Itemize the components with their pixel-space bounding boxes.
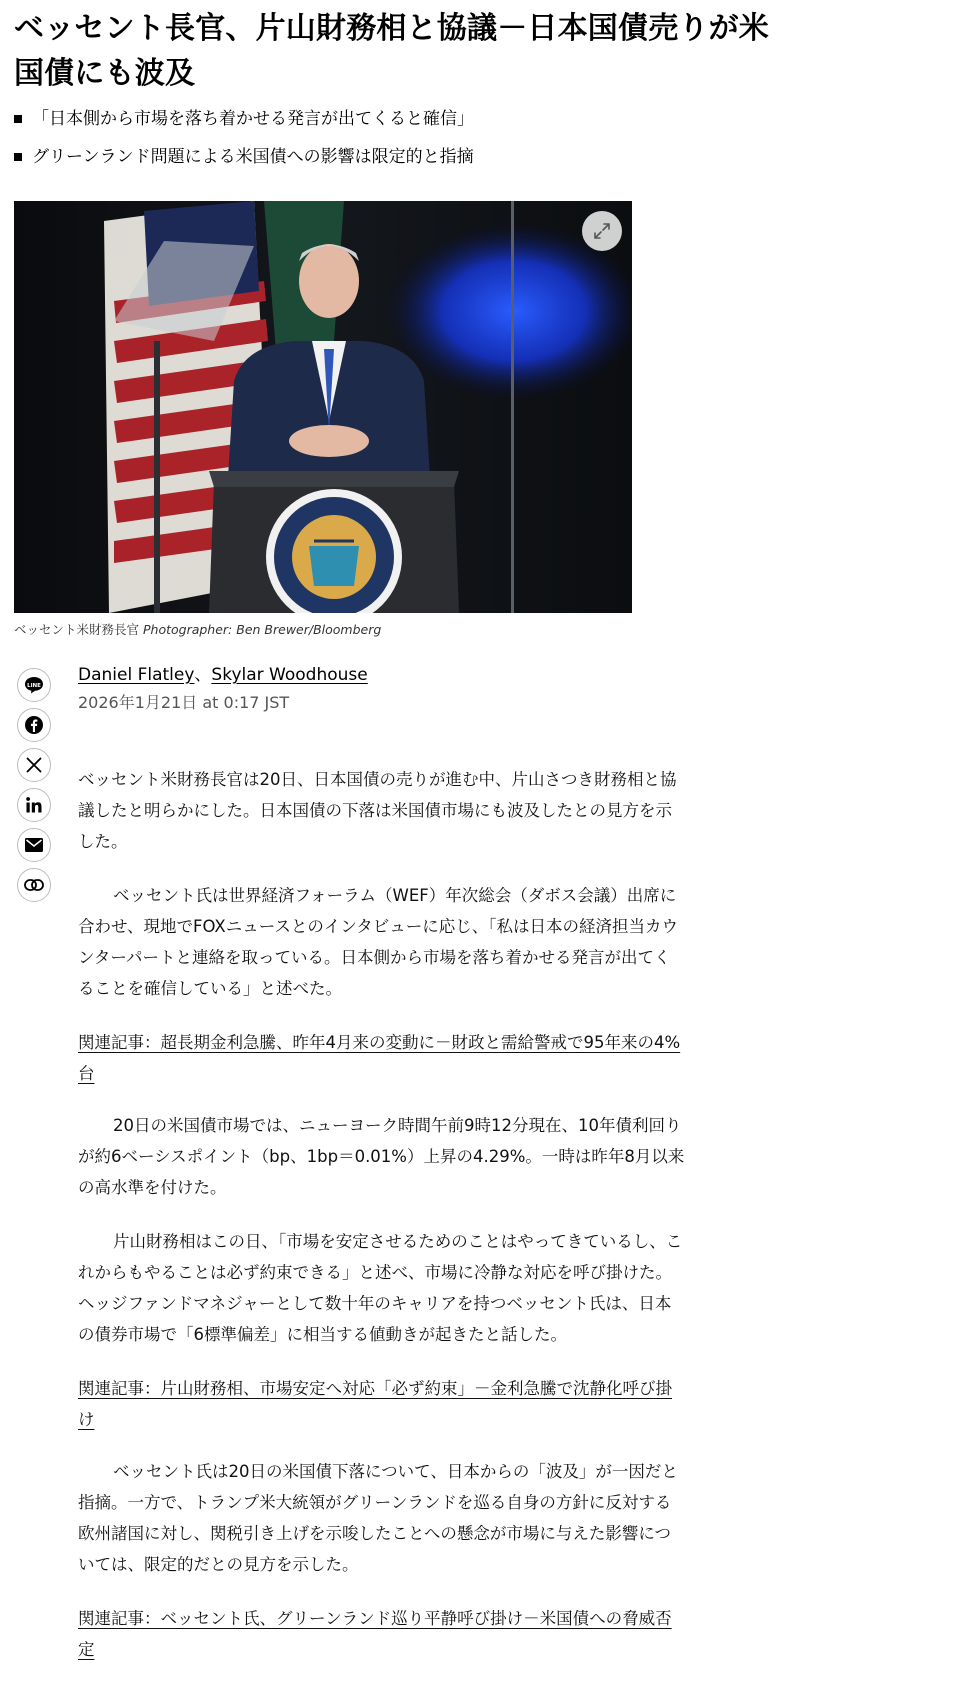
article-paragraph: ベッセント氏は20日の米国債下落について、日本からの「波及」が一因だと指摘。一方で、トランプ米大統領がグリーンランドを巡る自身の方針に反対する欧州諸国に対し、関税引き上げを示唆したことへの懸念が市場に与えた影響については、限定的だとの見方を示した。 — [78, 1462, 678, 1574]
facebook-icon — [24, 715, 44, 735]
related-article-link[interactable] — [78, 1033, 680, 1083]
share-facebook-button[interactable] — [17, 708, 51, 742]
author-link[interactable]: Daniel Flatley — [78, 665, 195, 685]
publish-date: 2026年1月21日 at 0:17 JST — [78, 693, 290, 712]
related-prefix: 関連記事： — [78, 1379, 161, 1398]
expand-icon — [593, 222, 611, 240]
hero-photo-illustration — [14, 201, 632, 613]
bullet-square-icon — [14, 115, 22, 123]
x-icon — [26, 757, 42, 773]
article-body — [78, 764, 686, 1686]
related-article-link[interactable] — [78, 1379, 672, 1429]
related-article — [78, 1373, 686, 1435]
link-icon — [24, 879, 44, 891]
article-paragraph: ベッセント米財務長官は20日、日本国債の売りが進む中、片山さつき財務相と協議したと明らかにした。日本国債の下落は米国債市場にも波及したとの見方を示した。 — [78, 770, 677, 851]
share-email-button[interactable] — [17, 828, 51, 862]
article-paragraph: ベッセント氏は世界経済フォーラム（WEF）年次総会（ダボス会議）出席に合わせ、現地でFOXニュースとのインタビューに応じ、「私は日本の経済担当カウンターパートと連絡を取っている。日本側から市場を落ち着かせる発言が出てくることを確信している」と述べた。 — [78, 886, 678, 998]
expand-photo-button[interactable] — [582, 211, 622, 251]
bullet-square-icon — [14, 153, 22, 161]
share-bar — [17, 668, 51, 908]
summary-bullets — [14, 107, 794, 183]
linkedin-icon — [25, 796, 43, 814]
share-x-button[interactable] — [17, 748, 51, 782]
article-headline: ベッセント長官、片山財務相と協議－日本国債売りが米国債にも波及 — [14, 11, 769, 91]
summary-bullet-text: 「日本側から市場を落ち着かせる発言が出てくると確信」 — [32, 109, 474, 129]
related-prefix: 関連記事： — [78, 1033, 161, 1052]
related-title: 片山財務相、市場安定へ対応「必ず約束」－金利急騰で沈静化呼び掛け — [78, 1379, 672, 1429]
related-article — [78, 1603, 686, 1665]
author-separator: 、 — [194, 665, 212, 685]
author-link[interactable]: Skylar Woodhouse — [211, 665, 368, 685]
summary-bullet — [14, 107, 794, 131]
caption-text: ベッセント米財務長官 — [14, 622, 143, 637]
photo-caption — [14, 621, 381, 639]
line-icon — [23, 674, 45, 696]
share-line-button[interactable] — [17, 668, 51, 702]
byline — [78, 662, 368, 716]
svg-text:LINE: LINE — [27, 682, 41, 689]
summary-bullet-text: グリーンランド問題による米国債への影響は限定的と指摘 — [32, 147, 474, 167]
related-article-link[interactable] — [78, 1609, 672, 1659]
article-paragraph: 片山財務相はこの日、「市場を安定させるためのことはやってきているし、これからもやることは必ず約束できる」と述べ、市場に冷静な対応を呼び掛けた。ヘッジファンドマネジャーとして数十年のキャリアを持つベッセント氏は、日本の債券市場で「6標準偏差」に相当する値動きが起きたと話した。 — [78, 1232, 683, 1344]
related-title: 超長期金利急騰、昨年4月来の変動に－財政と需給警戒で95年来の4%台 — [78, 1033, 681, 1083]
article-paragraph: 20日の米国債市場では、ニューヨーク時間午前9時12分現在、10年債利回りが約6ベーシスポイント（bp、1bp＝0.01%）上昇の4.29%。一時は昨年8月以来の高水準を付けた。 — [78, 1116, 685, 1197]
photo-credit: Photographer: Ben Brewer/Bloomberg — [142, 622, 382, 637]
copy-link-button[interactable] — [17, 868, 51, 902]
hero-photo — [14, 201, 632, 613]
summary-bullet — [14, 145, 794, 169]
email-icon — [24, 837, 44, 853]
related-title: ベッセント氏、グリーンランド巡り平静呼び掛け－米国債への脅威否定 — [78, 1609, 672, 1659]
share-linkedin-button[interactable] — [17, 788, 51, 822]
related-article — [78, 1027, 686, 1089]
authors — [78, 662, 368, 688]
related-prefix: 関連記事： — [78, 1609, 161, 1628]
